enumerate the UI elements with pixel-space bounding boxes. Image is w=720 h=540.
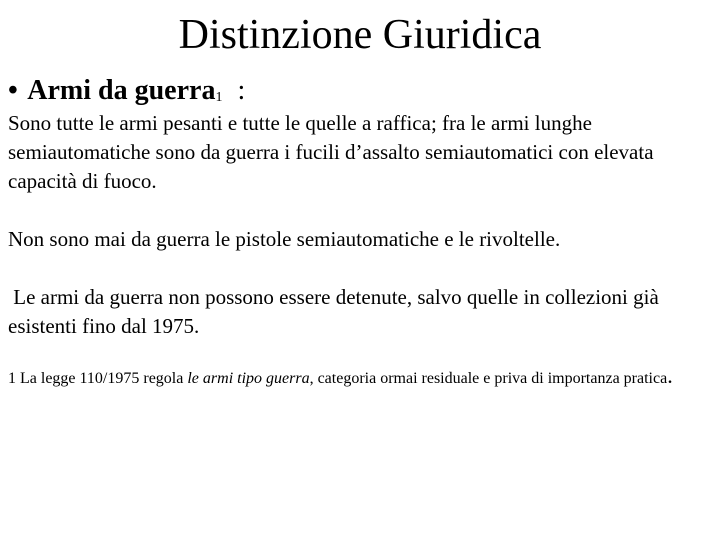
- footnote-emphasis: le armi tipo guerra: [187, 370, 310, 387]
- bullet-symbol: •: [8, 75, 18, 106]
- paragraph-3: Le armi da guerra non possono essere detenute, salvo quelle in collezioni già esistenti fino dal 1975.: [8, 285, 665, 338]
- footnote: [8, 356, 718, 399]
- footnote-prefix: 1 La legge 110/1975 regola: [8, 370, 188, 387]
- slide-title: Distinzione Giuridica: [178, 12, 542, 58]
- footnote-reference: 1: [215, 90, 223, 105]
- bullet-colon: :: [237, 75, 246, 106]
- bullet-label: Armi da guerra: [27, 75, 216, 106]
- paragraph-1: Sono tutte le armi pesanti e tutte le quelle a raffica; fra le armi lunghe semiautomatiche sono da guerra i fucili d’assalto semiautomatici con elevata capacità di fuoco.: [8, 111, 654, 193]
- footnote-end: .: [667, 363, 673, 388]
- paragraph-2: Non sono mai da guerra le pistole semiautomatiche e le rivoltelle.: [8, 227, 561, 251]
- footnote-suffix: , categoria ormai residuale e priva di importanza pratica: [309, 370, 668, 387]
